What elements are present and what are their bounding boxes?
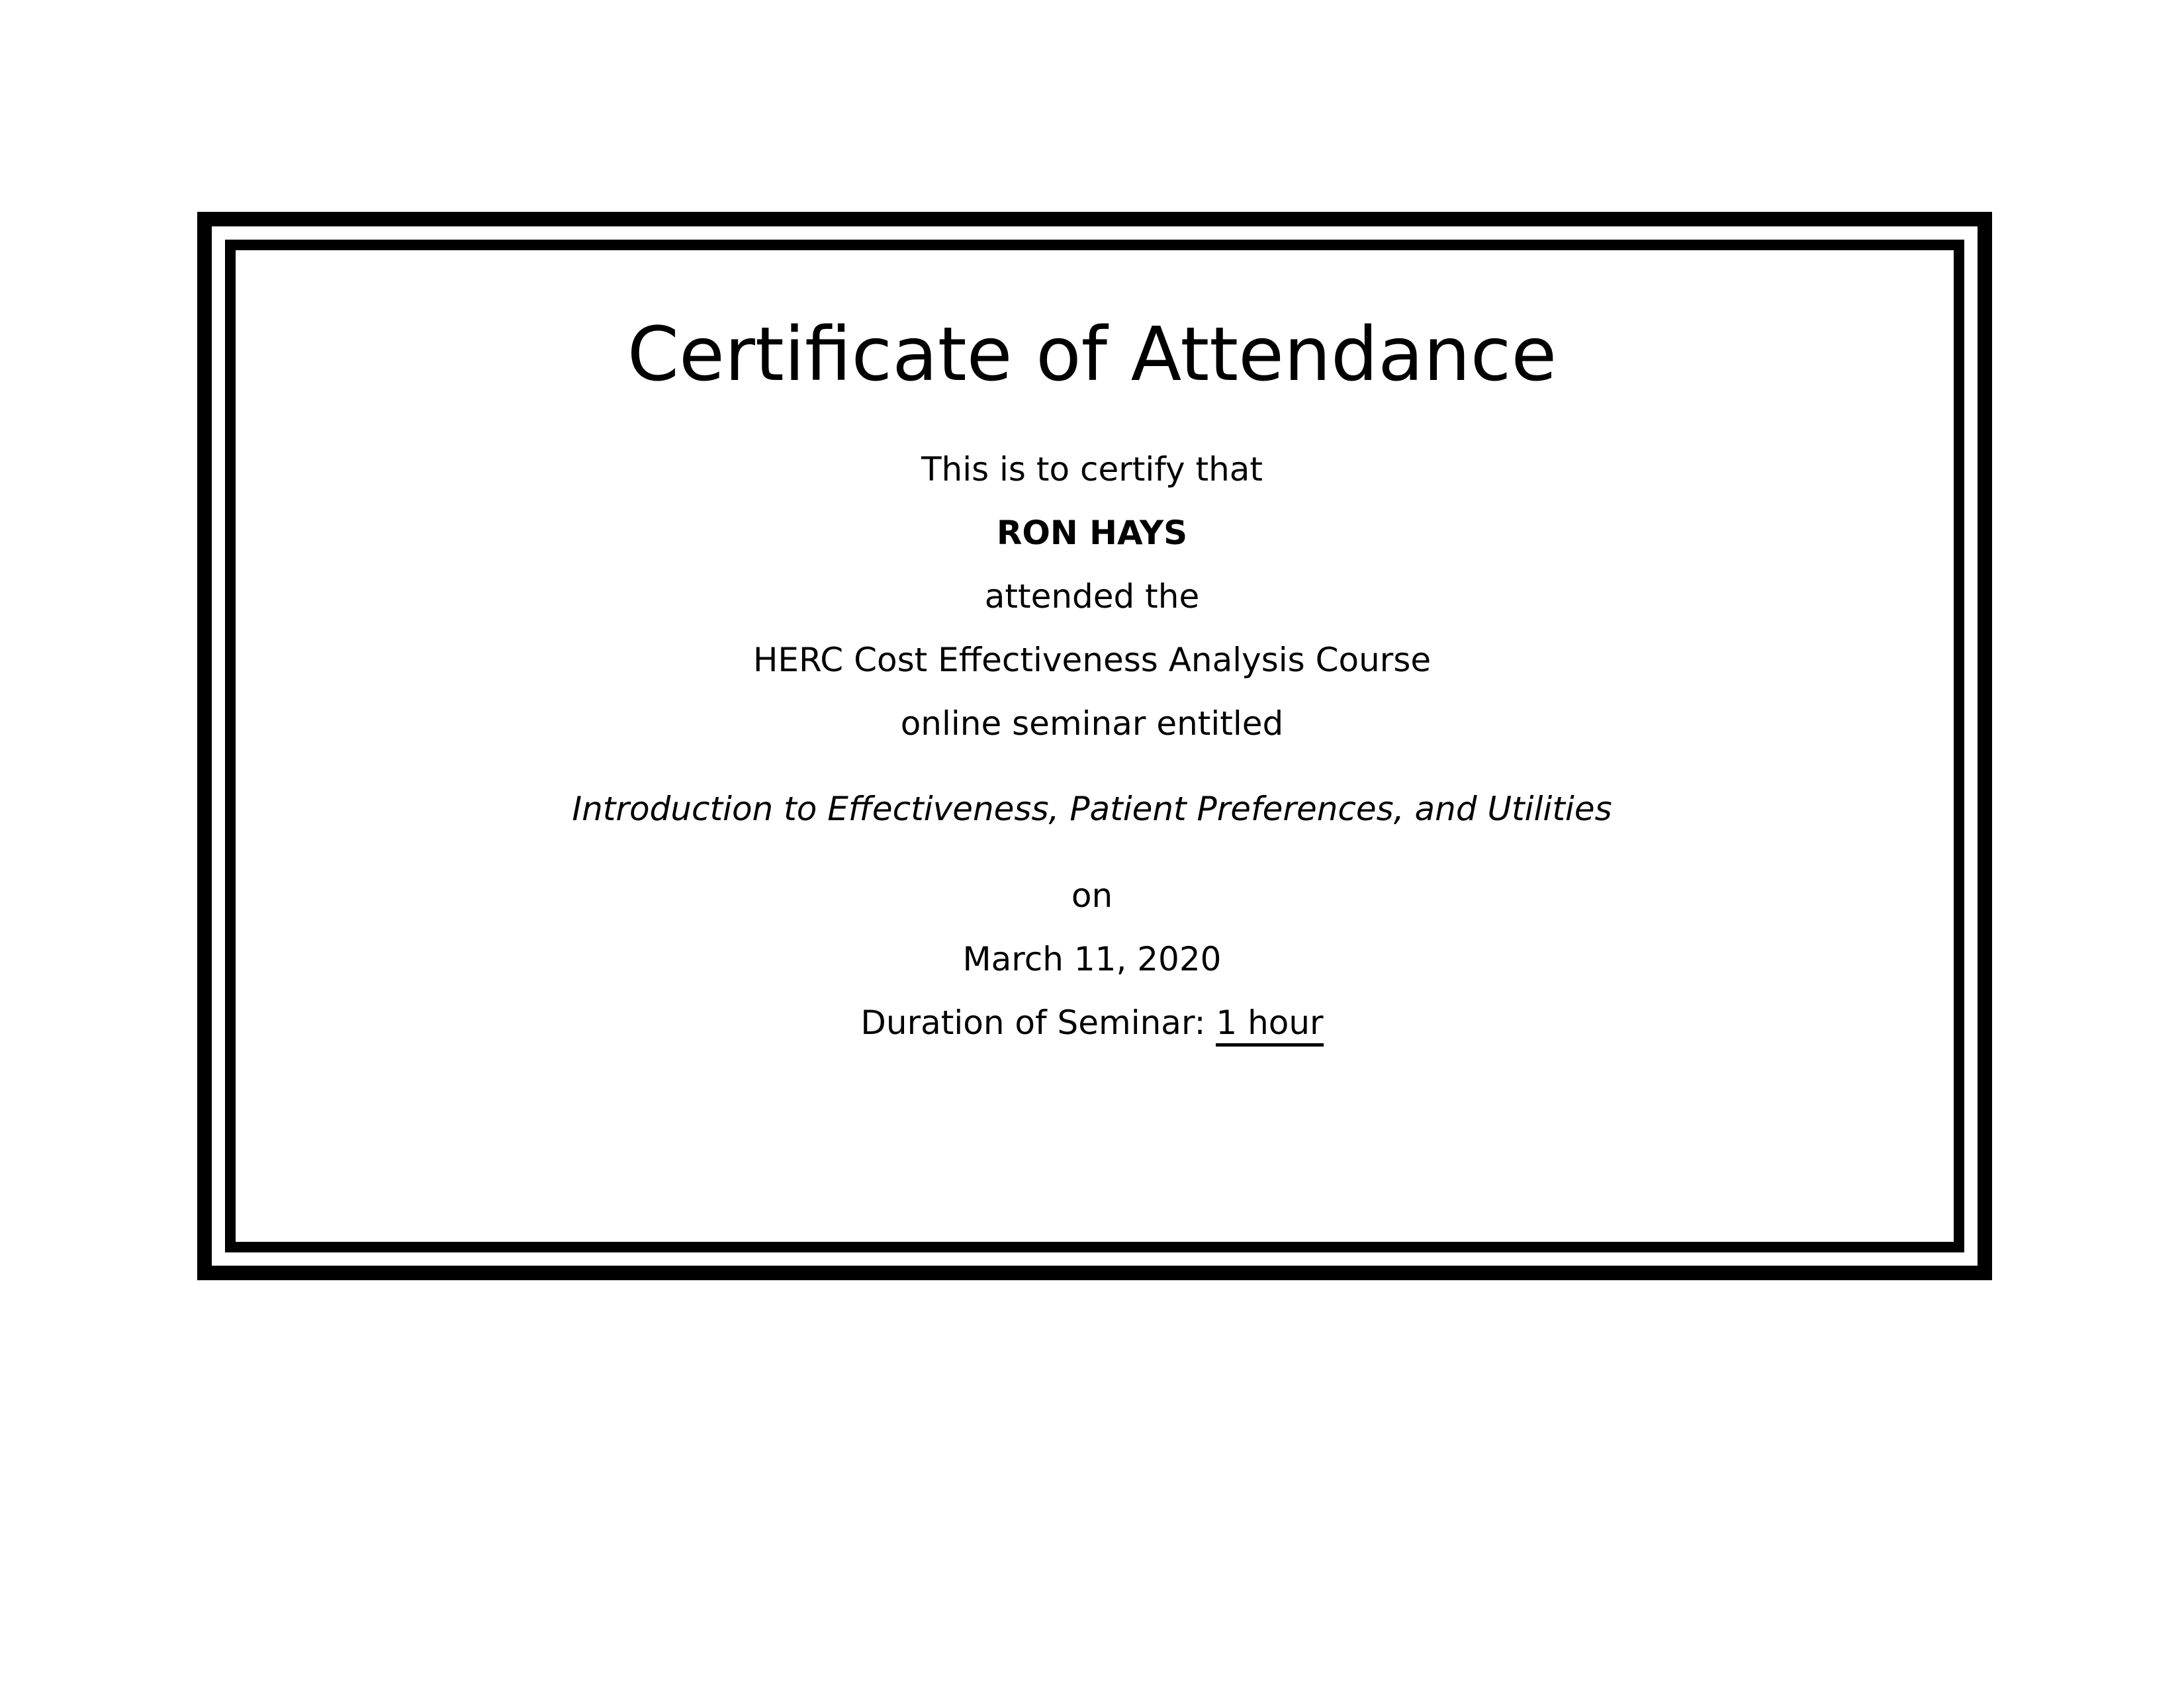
course-name: HERC Cost Effectiveness Analysis Course (752, 641, 1432, 679)
on-text: on (1071, 876, 1113, 915)
recipient-name: RON HAYS (996, 514, 1188, 552)
seminar-label: online seminar entitled (900, 704, 1284, 743)
certify-text: This is to certify that (921, 450, 1263, 489)
attended-text: attended the (984, 577, 1200, 616)
seminar-date: March 11, 2020 (962, 940, 1222, 978)
duration-value: 1 hour (1216, 1006, 1323, 1047)
seminar-title: Introduction to Effectiveness, Patient Preferences, and Utilities (572, 790, 1612, 828)
duration-label: Duration of Seminar: (860, 1004, 1206, 1042)
duration-line (0, 1006, 2184, 1047)
certificate-panel (236, 250, 1954, 1242)
certificate-title: Certificate of Attendance (627, 312, 1557, 398)
